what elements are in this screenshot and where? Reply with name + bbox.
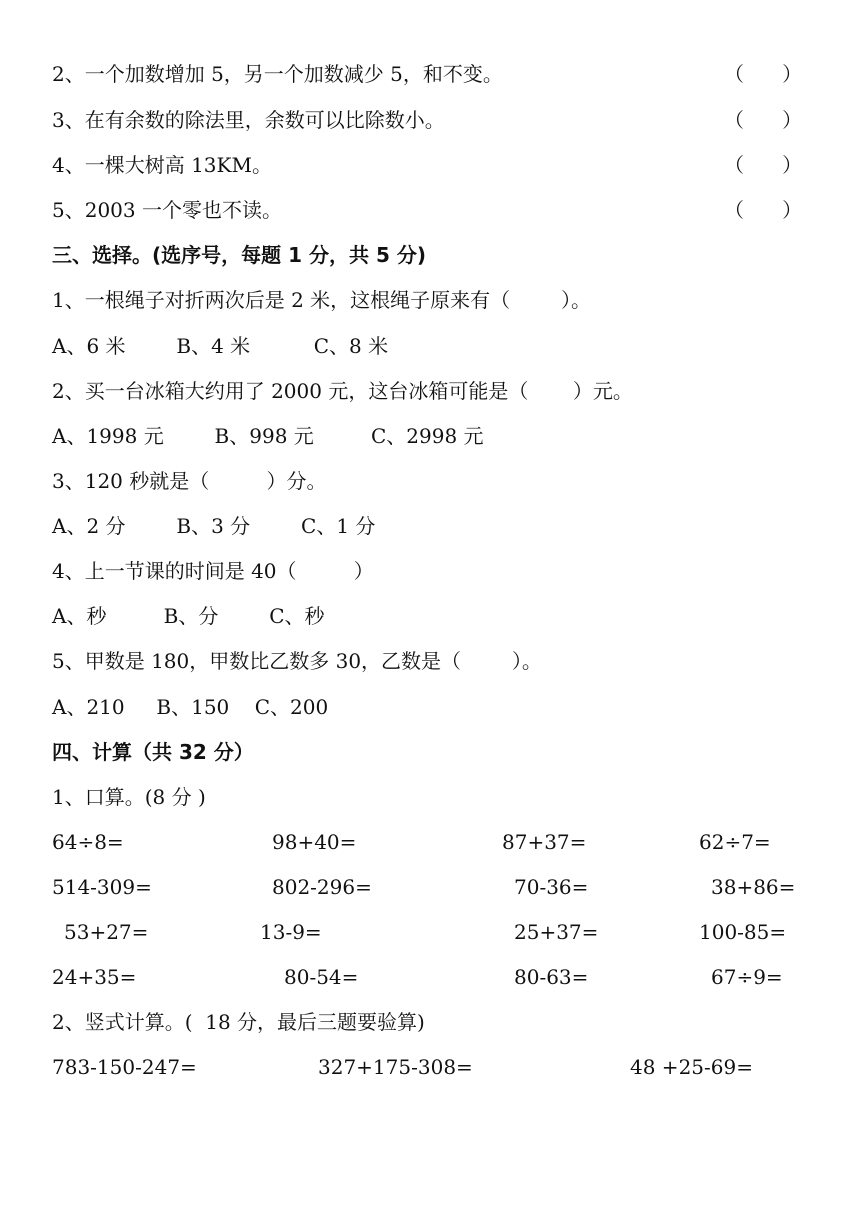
oral-problem: 100-85= bbox=[699, 920, 787, 944]
judge-item-2: 2、一个加数增加 5，另一个加数减少 5，和不变。 bbox=[52, 62, 503, 86]
choice-options-5: A、210 B、150 C、200 bbox=[52, 695, 329, 719]
answer-paren[interactable]: （ ） bbox=[724, 108, 803, 132]
choice-question-4: 4、上一节课的时间是 40（ ） bbox=[52, 559, 374, 583]
answer-paren[interactable]: （ ） bbox=[724, 62, 803, 86]
oral-problem: 70-36= bbox=[514, 875, 589, 899]
vertical-problem: 783-150-247= bbox=[52, 1055, 197, 1079]
judge-item-5: 5、2003 一个零也不读。 bbox=[52, 198, 282, 222]
choice-question-5: 5、甲数是 180，甲数比乙数多 30，乙数是（ ）。 bbox=[52, 649, 542, 673]
answer-paren[interactable]: （ ） bbox=[724, 153, 803, 177]
oral-problem: 24+35= bbox=[52, 965, 137, 989]
oral-problem: 98+40= bbox=[272, 830, 357, 854]
choice-options-3: A、2 分 B、3 分 C、1 分 bbox=[52, 514, 376, 538]
section-heading-calc: 四、计算（共 32 分） bbox=[52, 740, 254, 764]
vertical-problem: 48 +25-69= bbox=[630, 1055, 753, 1079]
oral-problem: 80-54= bbox=[284, 965, 359, 989]
oral-problem: 514-309= bbox=[52, 875, 152, 899]
oral-problem: 64÷8= bbox=[52, 830, 124, 854]
oral-problem: 25+37= bbox=[514, 920, 599, 944]
judge-item-4: 4、一棵大树高 13KM。 bbox=[52, 153, 272, 177]
oral-problem: 13-9= bbox=[260, 920, 322, 944]
oral-problem: 802-296= bbox=[272, 875, 372, 899]
oral-calc-title: 1、口算。(8 分 ) bbox=[52, 785, 206, 809]
choice-options-2: A、1998 元 B、998 元 C、2998 元 bbox=[52, 424, 484, 448]
vertical-calc-title: 2、竖式计算。( 18 分，最后三题要验算) bbox=[52, 1010, 425, 1034]
choice-options-4: A、秒 B、分 C、秒 bbox=[52, 604, 325, 628]
oral-problem: 62÷7= bbox=[699, 830, 771, 854]
judge-item-3: 3、在有余数的除法里，余数可以比除数小。 bbox=[52, 108, 445, 132]
oral-problem: 87+37= bbox=[502, 830, 587, 854]
oral-problem: 53+27= bbox=[64, 920, 149, 944]
section-heading-choice: 三、选择。(选序号，每题 1 分，共 5 分) bbox=[52, 243, 426, 267]
choice-options-1: A、6 米 B、4 米 C、8 米 bbox=[52, 334, 389, 358]
choice-question-3: 3、120 秒就是（ ）分。 bbox=[52, 469, 327, 493]
choice-question-1: 1、一根绳子对折两次后是 2 米，这根绳子原来有（ ）。 bbox=[52, 288, 592, 312]
oral-problem: 80-63= bbox=[514, 965, 589, 989]
vertical-problem: 327+175-308= bbox=[318, 1055, 473, 1079]
answer-paren[interactable]: （ ） bbox=[724, 198, 803, 222]
choice-question-2: 2、买一台冰箱大约用了 2000 元，这台冰箱可能是（ ）元。 bbox=[52, 379, 633, 403]
oral-problem: 67÷9= bbox=[711, 965, 783, 989]
oral-problem: 38+86= bbox=[711, 875, 796, 899]
